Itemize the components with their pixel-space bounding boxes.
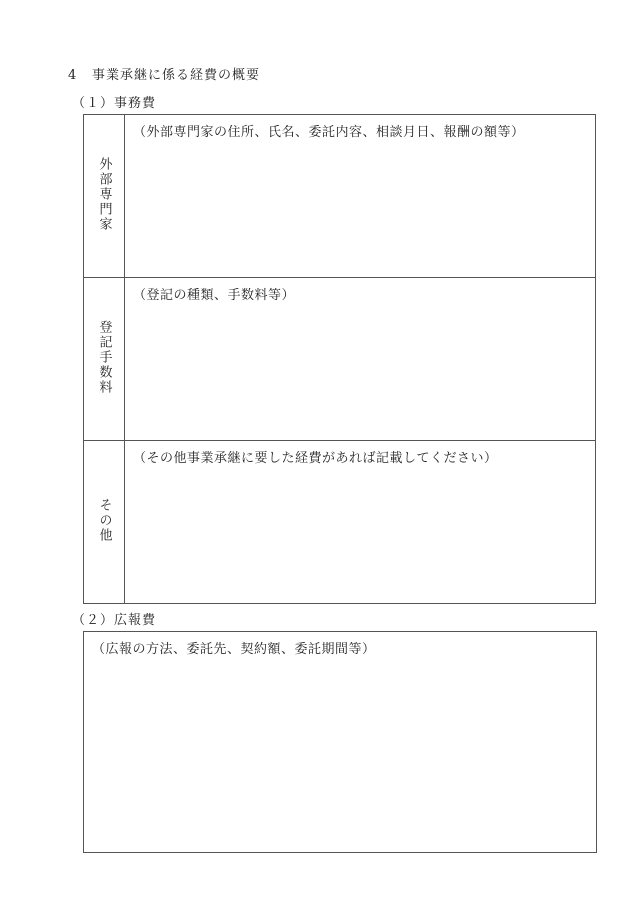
section-heading — [68, 64, 260, 83]
pr-expenses-note: （広報の方法、委託先、契約額、委託期間等） — [92, 642, 376, 657]
table-row — [84, 441, 596, 604]
registration-fee-entry-cell[interactable] — [125, 278, 596, 441]
external-expert-note: （外部専門家の住所、氏名、委託内容、相談月日、報酬の額等） — [133, 125, 525, 140]
other-entry-cell[interactable] — [125, 441, 596, 604]
section-number: 4 — [68, 68, 78, 83]
office-expenses-heading: （１）事務費 — [72, 96, 157, 111]
external-expert-entry-cell[interactable] — [125, 115, 596, 278]
other-note: （その他事業承継に要した経費があれば記載してください） — [133, 451, 498, 466]
table-row — [84, 115, 596, 278]
pr-expenses-entry-box[interactable] — [83, 631, 597, 853]
registration-fee-label: 登記手数料 — [96, 319, 112, 395]
other-label: その他 — [96, 497, 112, 543]
table-row — [84, 278, 596, 441]
external-expert-label: 外部専門家 — [96, 156, 112, 232]
office-expenses-table — [83, 114, 596, 604]
pr-expenses-heading: （２）広報費 — [72, 613, 157, 628]
registration-fee-note: （登記の種類、手数料等） — [133, 288, 296, 303]
row-label-cell — [84, 278, 125, 441]
row-label-cell — [84, 115, 125, 278]
row-label-cell — [84, 441, 125, 604]
section-title: 事業承継に係る経費の概要 — [92, 68, 261, 83]
